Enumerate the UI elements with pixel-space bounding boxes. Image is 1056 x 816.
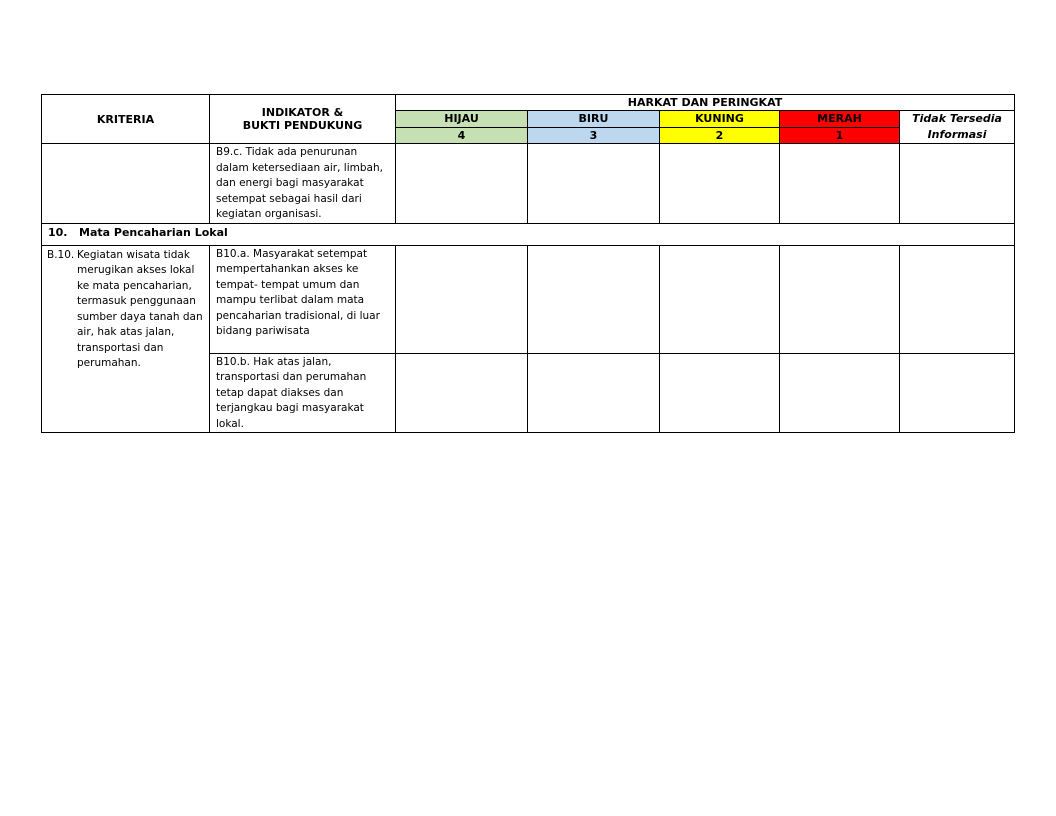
level-biru-label: BIRU: [528, 111, 660, 128]
score-cell-merah: [780, 245, 900, 353]
score-cell-tidak: [900, 245, 1015, 353]
indikator-b10a: B10.a. Masyarakat setempat mempertahankan akses ke tempat- tempat umum dan mampu terlibat dalam mata pencaharian tradisional, di luar bidang pariwisata: [210, 245, 396, 353]
indikator-header: [210, 95, 396, 144]
indikator-b10b: B10.b. Hak atas jalan, transportasi dan perumahan tetap dapat diakses dan terjangkau bagi masyarakat lokal.: [210, 353, 396, 433]
score-cell-tidak: [900, 353, 1015, 433]
score-cell-tidak: [900, 144, 1015, 224]
section-row-10: [42, 223, 1015, 245]
level-merah-label: MERAH: [780, 111, 900, 128]
score-cell-biru: [528, 245, 660, 353]
tidak-tersedia-line2: Informasi: [927, 128, 987, 141]
table-row-b9c: [42, 144, 1015, 224]
assessment-table: [41, 94, 1015, 433]
harkat-header: HARKAT DAN PERINGKAT: [396, 95, 1015, 111]
tidak-tersedia-line1: Tidak Tersedia: [912, 112, 1002, 125]
section-10-number: 10.: [48, 225, 68, 239]
indikator-header-line1: INDIKATOR &: [261, 106, 344, 119]
indikator-b9c: B9.c. Tidak ada penurunan dalam ketersediaan air, limbah, dan energi bagi masyarakat setempat sebagai hasil dari kegiatan organisasi.: [210, 144, 396, 224]
level-merah-score: 1: [780, 127, 900, 144]
level-biru-score: 3: [528, 127, 660, 144]
table-row-b10a: [42, 245, 1015, 353]
level-kuning-label: KUNING: [660, 111, 780, 128]
level-hijau-label: HIJAU: [396, 111, 528, 128]
kriteria-b10-body: [47, 248, 205, 372]
score-cell-biru: [528, 144, 660, 224]
header-row-1: [42, 95, 1015, 111]
indikator-header-line2: BUKTI PENDUKUNG: [242, 119, 363, 132]
score-cell-hijau: [396, 245, 528, 353]
score-cell-hijau: [396, 144, 528, 224]
level-kuning-score: 2: [660, 127, 780, 144]
score-cell-kuning: [660, 353, 780, 433]
score-cell-hijau: [396, 353, 528, 433]
section-10-heading: [42, 223, 1015, 245]
kriteria-cell-empty: [42, 144, 210, 224]
kriteria-b10-code: B.10.: [47, 248, 75, 261]
section-10-title: Mata Pencaharian Lokal: [79, 225, 228, 239]
score-cell-biru: [528, 353, 660, 433]
kriteria-b10: [42, 245, 210, 433]
tidak-tersedia-header: [900, 111, 1015, 144]
score-cell-merah: [780, 144, 900, 224]
level-hijau-score: 4: [396, 127, 528, 144]
kriteria-b10-text: Kegiatan wisata tidak merugikan akses lokal ke mata pencaharian, termasuk penggunaan sumber daya tanah dan air, hak atas jalan, transportasi dan perumahan.: [77, 248, 203, 369]
score-cell-merah: [780, 353, 900, 433]
kriteria-header: KRITERIA: [42, 95, 210, 144]
score-cell-kuning: [660, 144, 780, 224]
score-cell-kuning: [660, 245, 780, 353]
